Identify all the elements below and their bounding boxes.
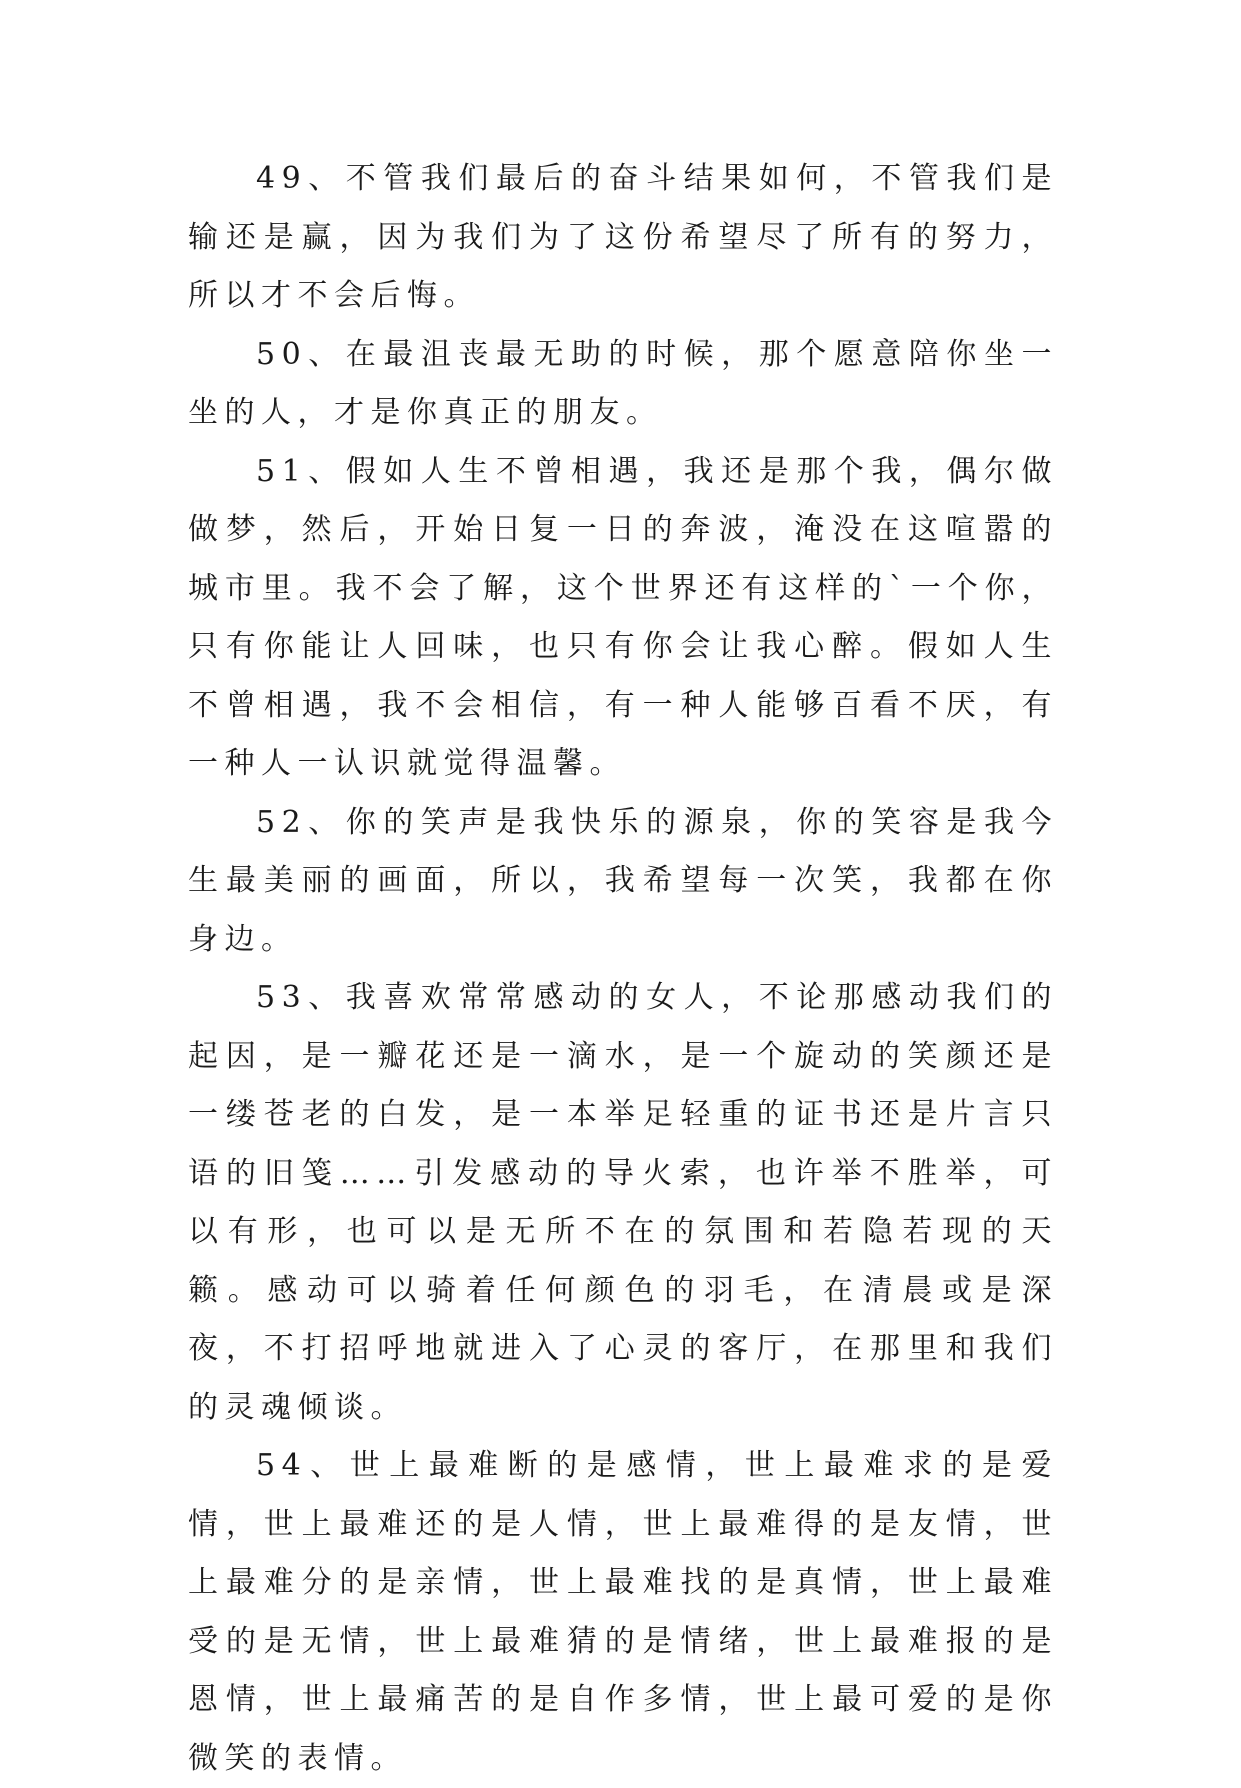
paragraph-49: 49、不管我们最后的奋斗结果如何，不管我们是输还是赢，因为我们为了这份希望尽了所有的努力，所以才不会后悔。 bbox=[188, 161, 1058, 313]
paragraph-51: 51、假如人生不曾相遇，我还是那个我，偶尔做做梦，然后，开始日复一日的奔波，淹没在这喧嚣的城市里。我不会了解，这个世界还有这样的`一个你，只有你能让人回味，也只有你会让我心醉。假如人生不曾相遇，我不会相信，有一种人能够百看不厌，有一种人一认识就觉得温馨。 bbox=[188, 453, 1058, 781]
paragraph-52: 52、你的笑声是我快乐的源泉，你的笑容是我今生最美丽的画面，所以，我希望每一次笑，我都在你身边。 bbox=[188, 804, 1058, 957]
paragraph-54: 54、世上最难断的是感情，世上最难求的是爱情，世上最难还的是人情，世上最难得的是友情，世上最难分的是亲情，世上最难找的是真情，世上最难受的是无情，世上最难猜的是情绪，世上最难报的是恩情，世上最痛苦的是自作多情，世上最可爱的是你微笑的表情。 bbox=[188, 1448, 1058, 1776]
paragraph-50: 50、在最沮丧最无助的时候，那个愿意陪你坐一坐的人，才是你真正的朋友。 bbox=[188, 336, 1058, 430]
paragraph-53: 53、我喜欢常常感动的女人，不论那感动我们的起因，是一瓣花还是一滴水，是一个旋动的笑颜还是一缕苍老的白发，是一本举足轻重的证书还是片言只语的旧笺……引发感动的导火索，也许举不胜举，可以有形，也可以是无所不在的氛围和若隐若现的天籁。感动可以骑着任何颜色的羽毛，在清晨或是深夜，不打招呼地就进入了心灵的客厅，在那里和我们的灵魂倾谈。 bbox=[188, 980, 1058, 1425]
document-body bbox=[188, 150, 1058, 1788]
